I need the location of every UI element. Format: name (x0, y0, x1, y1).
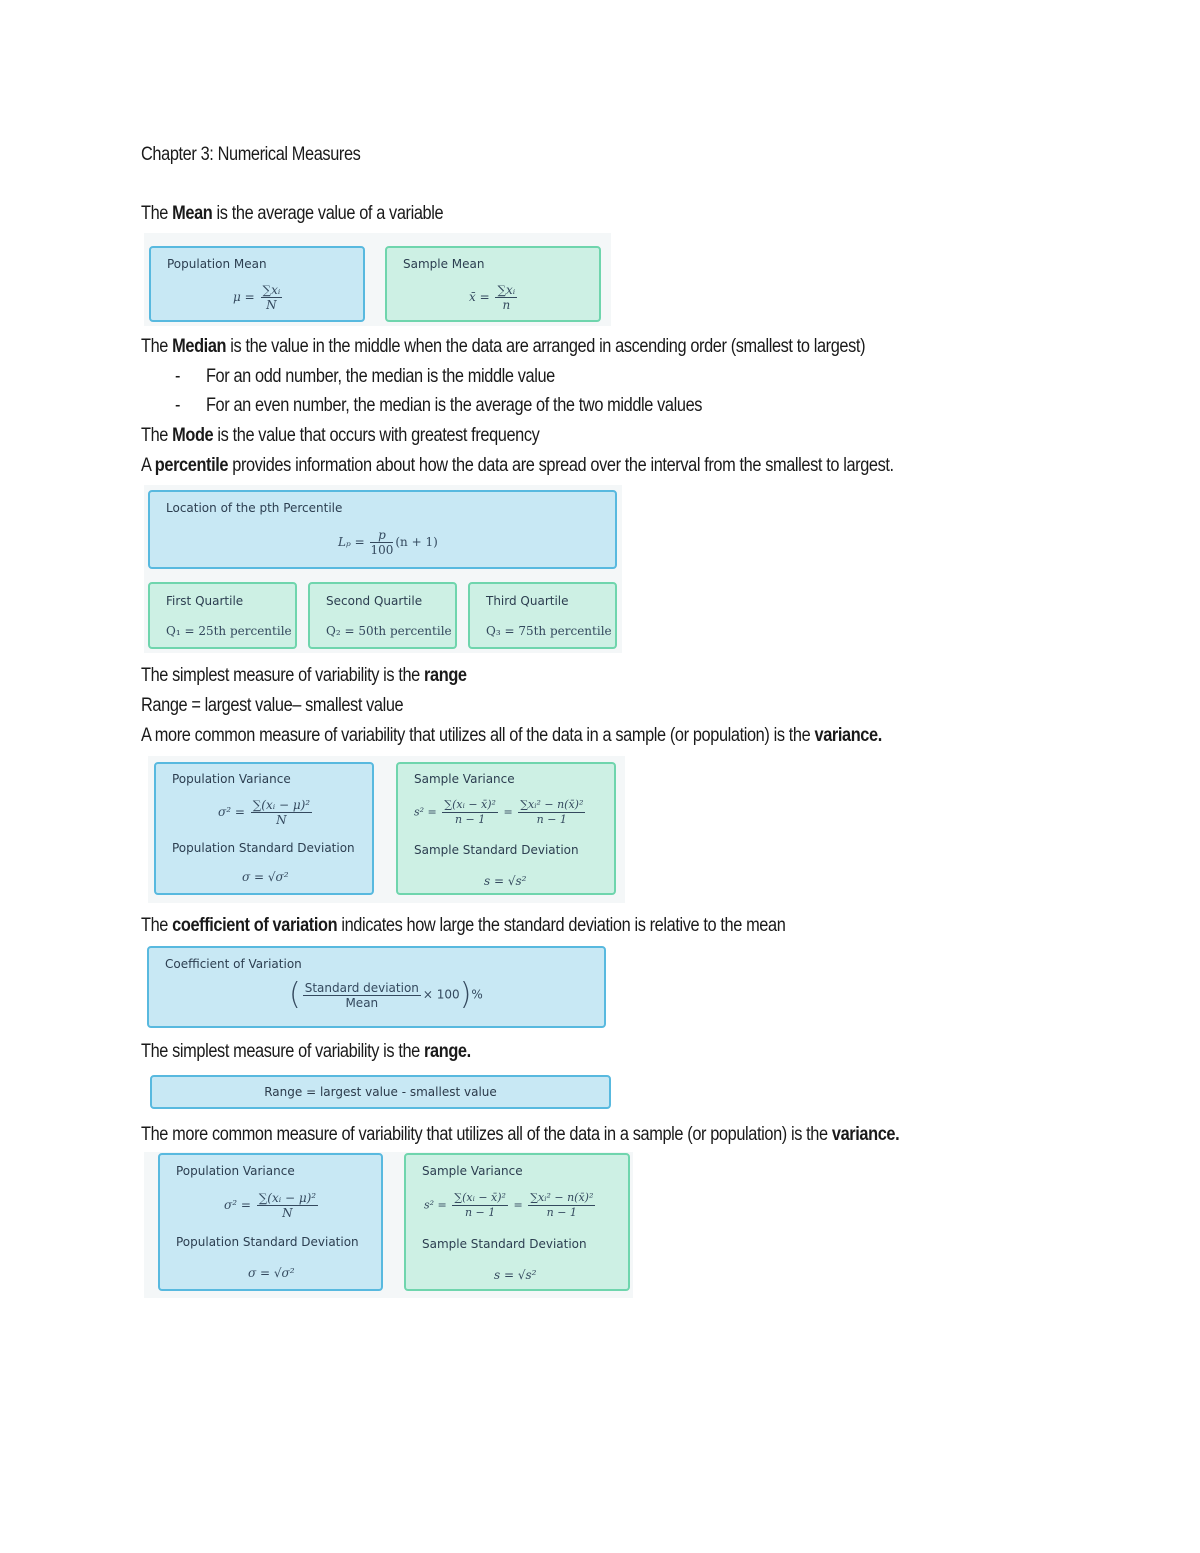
mode-definition: The Mode is the value that occurs with greatest frequency (141, 425, 540, 446)
population-variance-title: Population Variance (172, 772, 291, 786)
sample-mean-box (385, 246, 601, 322)
variance-definition-2: The more common measure of variability that utilizes all of the data in a sample (or population) is the variance. (141, 1124, 900, 1145)
second-quartile-box (308, 582, 457, 649)
third-quartile-formula: Q₃ = 75th percentile (486, 624, 612, 638)
population-variance-title-2: Population Variance (176, 1164, 295, 1178)
population-variance-formula-2: σ² = $\frac{\text{∑(xᵢ − μ)²}}{N}$ (224, 1191, 317, 1220)
range-box-text: Range = largest value - smallest value (264, 1085, 497, 1099)
range-box (150, 1075, 611, 1109)
cv-definition: The coefficient of variation indicates how large the standard deviation is relative to the mean (141, 915, 786, 936)
population-variance-box-1 (154, 762, 374, 895)
population-sd-title: Population Standard Deviation (172, 841, 355, 855)
population-mean-title: Population Mean (167, 257, 267, 271)
median-bullet-even: - For an even number, the median is the average of the two middle values (175, 395, 703, 416)
population-mean-formula: μ = $\frac{\text{∑xᵢ}}{N}$ (233, 283, 281, 312)
sample-mean-title: Sample Mean (403, 257, 485, 271)
range-definition-2: The simplest measure of variability is the range. (141, 1041, 471, 1062)
population-sd-title-2: Population Standard Deviation (176, 1235, 359, 1249)
cv-box-title: Coefficient of Variation (165, 957, 302, 971)
population-sd-formula: σ = √σ² (242, 870, 289, 884)
sample-variance-formula-2: s² = $\frac{\text{∑(xᵢ − x̄)²}}{n - 1}$ = $\frac{\text{∑xᵢ² − n(x̄)²}}{n - 1}$ (424, 1191, 594, 1219)
percentile-location-box (148, 490, 617, 569)
population-variance-box-2 (158, 1153, 383, 1291)
range-formula-text: Range = largest value– smallest value (141, 695, 404, 716)
sample-sd-title: Sample Standard Deviation (414, 843, 579, 857)
third-quartile-box (468, 582, 617, 649)
sample-sd-formula-2: s = √s² (494, 1268, 537, 1282)
population-variance-formula: σ² = $\frac{\text{∑(xᵢ − μ)²}}{N}$ (218, 798, 311, 827)
range-definition: The simplest measure of variability is the range (141, 665, 467, 686)
population-mean-box (149, 246, 365, 322)
sample-variance-title-2: Sample Variance (422, 1164, 523, 1178)
coefficient-of-variation-box (147, 946, 606, 1028)
percentile-location-title: Location of the pth Percentile (166, 501, 343, 515)
second-quartile-title: Second Quartile (326, 594, 423, 608)
population-sd-formula-2: σ = √σ² (248, 1266, 295, 1280)
cv-formula: ( $\frac{\text{Standard deviation}}{\text{Mean}}$ × 100)% (289, 977, 483, 1012)
first-quartile-formula: Q₁ = 25th percentile (166, 624, 292, 638)
median-definition: The Median is the value in the middle when the data are arranged in ascending order (smallest to largest) (141, 336, 866, 357)
variance-definition: A more common measure of variability that utilizes all of the data in a sample (or population) is the variance. (141, 725, 882, 746)
percentile-definition: A percentile provides information about how the data are spread over the interval from the smallest to largest. (141, 455, 894, 476)
sample-variance-box-2 (404, 1153, 630, 1291)
sample-sd-title-2: Sample Standard Deviation (422, 1237, 587, 1251)
mean-definition: The Mean is the average value of a variable (141, 203, 444, 224)
chapter-title: Chapter 3: Numerical Measures (141, 144, 361, 165)
sample-mean-formula: x̄ = $\frac{\text{∑xᵢ}}{n}$ (469, 283, 516, 312)
percentile-location-formula: Lₚ = $\frac{p}{100}$ (n + 1) (338, 528, 438, 557)
second-quartile-formula: Q₂ = 50th percentile (326, 624, 452, 638)
sample-variance-title: Sample Variance (414, 772, 515, 786)
sample-sd-formula: s = √s² (484, 874, 527, 888)
first-quartile-title: First Quartile (166, 594, 244, 608)
sample-variance-box-1 (396, 762, 616, 895)
third-quartile-title: Third Quartile (486, 594, 569, 608)
median-bullet-odd: - For an odd number, the median is the middle value (175, 366, 555, 387)
first-quartile-box (148, 582, 297, 649)
sample-variance-formula: s² = $\frac{\text{∑(xᵢ − x̄)²}}{n - 1}$ = $\frac{\text{∑xᵢ² − n(x̄)²}}{n - 1}$ (414, 798, 584, 826)
